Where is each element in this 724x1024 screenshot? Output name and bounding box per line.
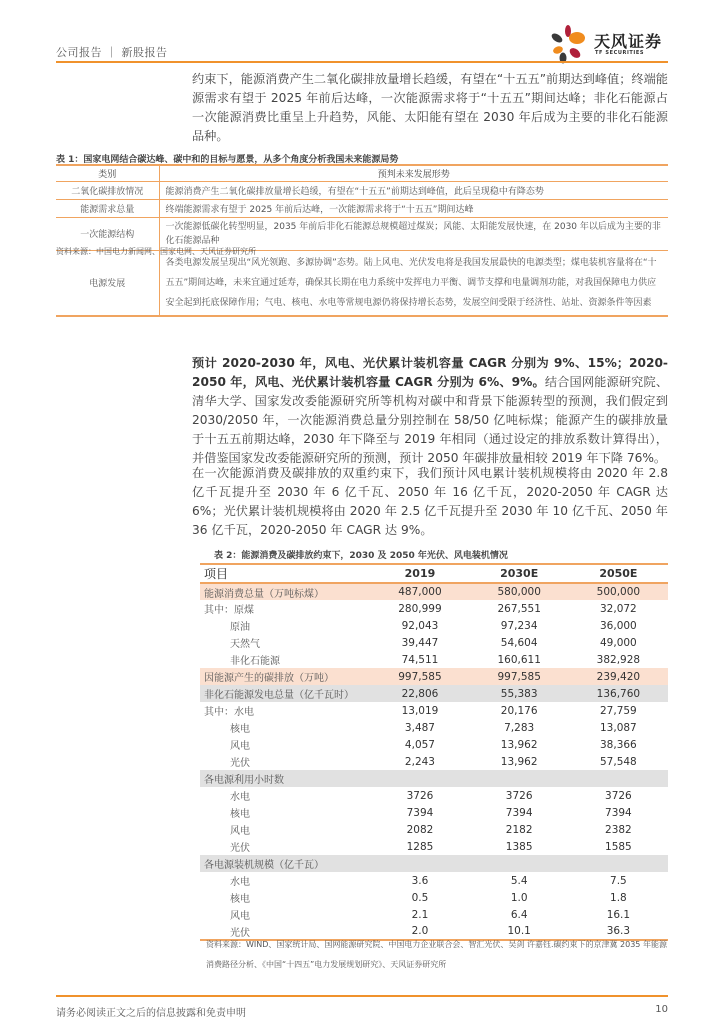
table2-cell-2030e: 13,962: [500, 738, 538, 751]
table2-row-label: 非化石能源发电总量（亿千瓦时）: [200, 685, 370, 702]
table-row: [200, 634, 668, 651]
table2-caption: 表 2：能源消费及碳排放约束下，2030 及 2050 年光伏、风电装机情况: [214, 551, 508, 561]
table2-cell-2019: 22,806: [370, 685, 469, 702]
table2-row-label: 核电: [230, 809, 250, 820]
table2-cell-2019: 0.5: [411, 891, 429, 904]
table-row: [200, 804, 668, 821]
table2-cell-2050e: 57,548: [600, 755, 637, 768]
table2-cell-2050e: 3726: [605, 789, 632, 802]
page-header: [56, 24, 668, 62]
table2-header-2030e: 2030E: [470, 564, 569, 583]
footer-divider: [56, 995, 668, 997]
table-row: [200, 872, 668, 889]
table-row: [200, 685, 668, 702]
table2-cell-2050e: 382,928: [596, 653, 641, 666]
table2-cell-2019: [370, 770, 469, 787]
table2-cell-2050e: 27,759: [600, 704, 637, 717]
table1-content: 一次能源低碳化转型明显，2035 年前后非化石能源总规模超过煤炭；风能、太阳能发展快速，在 2030 年以后成为主要的非化石能源品种: [159, 217, 668, 250]
table-row: [200, 855, 668, 872]
table2-cell-2019: 13,019: [401, 704, 439, 717]
table2-cell-2050e: 49,000: [600, 636, 637, 649]
table2-cell-2019: 39,447: [401, 636, 439, 649]
table2-row-label: 光伏: [230, 843, 250, 854]
table2-row-label: 核电: [230, 894, 250, 905]
table2-cell-2050e: 136,760: [569, 685, 668, 702]
table1-content: 终端能源需求有望于 2025 年前后达峰，一次能源需求将于“十五五”期间达峰: [159, 199, 668, 217]
logo-text-en: TF SECURITIES: [595, 50, 645, 56]
table1-source: 资料来源：中国电力新闻网、国家电网、天风证券研究所: [56, 247, 256, 256]
table2-cell-2030e: 1.0: [510, 891, 528, 904]
table2-cell-2030e: 55,383: [470, 685, 569, 702]
table2-row-label: 各电源利用小时数: [200, 770, 370, 787]
table-row: [200, 668, 668, 685]
table2-cell-2030e: 2182: [505, 823, 533, 836]
table2-body: [200, 583, 668, 940]
table2-row-label: 核电: [230, 724, 250, 735]
table1-category: 一次能源结构: [56, 217, 159, 250]
table2-header-row: [200, 564, 668, 583]
table-row: [200, 719, 668, 736]
table2-row-label: 水电: [230, 877, 250, 888]
table-row: [200, 753, 668, 770]
table2-cell-2019: 997,585: [370, 668, 469, 685]
header-divider: [56, 61, 668, 63]
table2-cell-2050e: 7.5: [610, 874, 627, 887]
table2-row-label: 其中：原煤: [204, 605, 254, 616]
page-number: 10: [655, 1004, 668, 1015]
table2-header-2050e: 2050E: [569, 564, 668, 583]
table2-row-label: 各电源装机规模（亿千瓦）: [200, 855, 370, 872]
table2-cell-2019: 74,511: [401, 653, 439, 666]
table1-content: 各类电源发展呈现出“风光领跑、多源协调”态势。陆上风电、光伏发电将是我国发展最快的电源类型；煤电装机容量将在“十五五”期间达峰，未来宜通过延寿，确保其长期在电力系统中发挥电力平衡、调节支撑和电量调剂功能，对我国保障电力供应安全起到托底保障作用；气电、核电、水电等常规电源仍将保持增长态势，发展空间受限于经济性、站址、资源条件等因素: [159, 250, 668, 316]
table2-cell-2030e: 13,962: [500, 755, 538, 768]
table2-cell-2019: 280,999: [398, 602, 442, 615]
table2-row-label: 原油: [230, 622, 250, 633]
paragraph-3: 在一次能源消费及碳排放的双重约束下，我们预计风电累计装机规模将由 2020 年 2.8 亿千瓦提升至 2030 年 6 亿千瓦、2050 年 16 亿千瓦，2020-2050 年 CAGR 达 6%；光伏累计装机规模将由 2020 年 2.5 亿千瓦提升至 2030 年 10 亿千瓦、2050 年 36 亿千瓦，2020-2050 年 CAGR 达 9%。: [192, 466, 668, 537]
table2-cell-2050e: 38,366: [600, 738, 637, 751]
table2-cell-2050e: 1585: [605, 840, 632, 853]
table2-cell-2019: 3.6: [411, 874, 429, 887]
table2-cell-2030e: [470, 770, 569, 787]
table2-cell-2019: 2.1: [411, 908, 429, 921]
table2-header-2019: 2019: [370, 564, 469, 583]
paragraph-2-bold: 预计 2020-2030 年，风电、光伏累计装机容量 CAGR 分别为 9%、15%；2020-2050 年，风电、光伏累计装机容量 CAGR 分别为 6%、9%。: [192, 356, 668, 389]
table1-category: 电源发展: [56, 250, 159, 316]
logo-text-cn: 天风证券: [594, 32, 663, 51]
table2-cell-2019: 2,243: [404, 755, 435, 768]
table2-cell-2019: 4,057: [404, 738, 435, 751]
table2-row-label: 能源消费总量（万吨标煤）: [200, 583, 370, 600]
table-row: [200, 906, 668, 923]
table1-content: 能源消费产生二氧化碳排放量增长趋缓，有望在“十五五”前期达到峰值，此后呈现稳中有降态势: [159, 181, 668, 199]
table2-cell-2019: 92,043: [401, 619, 439, 632]
table2-cell-2050e: 16.1: [606, 908, 631, 921]
table-row: [200, 770, 668, 787]
table2-cell-2030e: 3726: [505, 789, 533, 802]
table2-cell-2030e: 5.4: [510, 874, 528, 887]
table-row: [200, 736, 668, 753]
table2-row-label: 风电: [230, 826, 250, 837]
table2-cell-2030e: 580,000: [470, 583, 569, 600]
table2-cell-2030e: 97,234: [500, 619, 538, 632]
paragraph-2-text: 结合国网能源研究院、清华大学、国家发改委能源研究所等机构对碳中和背景下能源转型的预测，我们假定到 2030/2050 年，一次能源消费总量分别控制在 58/50 亿吨标煤；能源产生的碳排放量于十五五前期达峰，2030 年下降至与 2019 年相同（通过设定的排放系数计算得出），并借鉴国家发改委能源研究所的预测，预计 2050 年碳排放量相较 2019 年下降 76%。: [192, 375, 669, 465]
tf-securities-logo-icon: [548, 24, 592, 64]
table-row: [56, 250, 668, 316]
table-row: [56, 199, 668, 217]
table2-cell-2030e: 160,611: [497, 653, 541, 666]
table-row: [200, 702, 668, 719]
table1-category: 二氧化碳排放情况: [56, 181, 159, 199]
table1-caption: 表 1：国家电网结合碳达峰、碳中和的目标与愿景，从多个角度分析我国未来能源局势: [56, 155, 399, 165]
table2-cell-2050e: 239,420: [569, 668, 668, 685]
table2-cell-2050e: 36.3: [569, 923, 668, 940]
table-row: [200, 838, 668, 855]
table2-row-label: 光伏: [230, 758, 250, 769]
table2-cell-2030e: 7,283: [504, 721, 535, 734]
report-type-label: 公司报告 ｜ 新股报告: [56, 46, 168, 59]
table1-category: 能源需求总量: [56, 199, 159, 217]
table2-cell-2019: 2.0: [370, 923, 469, 940]
table2-row-label: 水电: [230, 792, 250, 803]
table-row: [200, 821, 668, 838]
table2-cell-2030e: 54,604: [500, 636, 538, 649]
table2-header-item: 项目: [200, 564, 370, 583]
table2-row-label: 风电: [230, 911, 250, 922]
table-row: [200, 651, 668, 668]
table2-cell-2019: 3,487: [404, 721, 435, 734]
table2-cell-2050e: 32,072: [600, 602, 637, 615]
table2-cell-2050e: 7394: [605, 806, 632, 819]
table2-cell-2019: 487,000: [370, 583, 469, 600]
table2-cell-2030e: 6.4: [510, 908, 528, 921]
company-logo: [548, 24, 668, 64]
table2-cell-2050e: 2382: [605, 823, 632, 836]
table2-cell-2019: [370, 855, 469, 872]
table2-cell-2030e: [470, 855, 569, 872]
table2-row-label: 光伏: [200, 923, 370, 940]
table2-cell-2030e: 997,585: [470, 668, 569, 685]
table-row: [200, 617, 668, 634]
table2-row-label: 因能源产生的碳排放（万吨）: [200, 668, 370, 685]
table2-cell-2050e: [569, 770, 668, 787]
table2-cell-2019: 3726: [406, 789, 434, 802]
table2-cell-2030e: 1385: [505, 840, 533, 853]
table2-cell-2019: 2082: [406, 823, 434, 836]
table-row: [200, 889, 668, 906]
paragraph-2: [192, 354, 668, 468]
table2-cell-2019: 1285: [406, 840, 434, 853]
table2-cell-2050e: 36,000: [600, 619, 637, 632]
table2-row-label: 非化石能源: [230, 656, 280, 667]
table1-header-row: [56, 165, 668, 181]
table-row: [56, 181, 668, 199]
table2-cell-2030e: 7394: [505, 806, 533, 819]
table2-cell-2050e: 500,000: [569, 583, 668, 600]
table2-cell-2030e: 267,551: [497, 602, 541, 615]
table2-source: 资料来源：WIND、国家统计局、国网能源研究院、中国电力企业联合会、智汇光伏、吴剑 许嘉钰.碳约束下的京津冀 2035 年能源消费路径分析、《中国“十四五”电力发展规划研究》、天风证券研究所: [206, 940, 667, 969]
table2-cell-2030e: 10.1: [470, 923, 569, 940]
table2-installation-forecast: [200, 563, 668, 941]
table2-cell-2050e: 13,087: [600, 721, 637, 734]
table1-header-category: 类别: [56, 165, 159, 181]
table2-cell-2019: 7394: [406, 806, 434, 819]
table1-energy-outlook: [56, 164, 668, 317]
table1-header-trend: 预判未来发展形势: [159, 165, 668, 181]
table2-row-label: 其中：水电: [204, 707, 254, 718]
table-row: [200, 600, 668, 617]
table2-row-label: 天然气: [230, 639, 260, 650]
table-row: [200, 787, 668, 804]
footer-disclaimer: 请务必阅读正文之后的信息披露和免责申明: [56, 1008, 246, 1019]
table2-row-label: 风电: [230, 741, 250, 752]
table2-cell-2050e: [569, 855, 668, 872]
table2-cell-2050e: 1.8: [610, 891, 627, 904]
table2-cell-2030e: 20,176: [500, 704, 538, 717]
table-row: [200, 583, 668, 600]
paragraph-1: 约束下，能源消费产生二氧化碳排放量增长趋缓，有望在“十五五”前期达到峰值；终端能源需求有望于 2025 年前后达峰，一次能源需求将于“十五五”期间达峰；非化石能源占一次能源消费比重呈上升趋势，风能、太阳能有望在 2030 年后成为主要的非化石能源品种。: [192, 72, 668, 143]
